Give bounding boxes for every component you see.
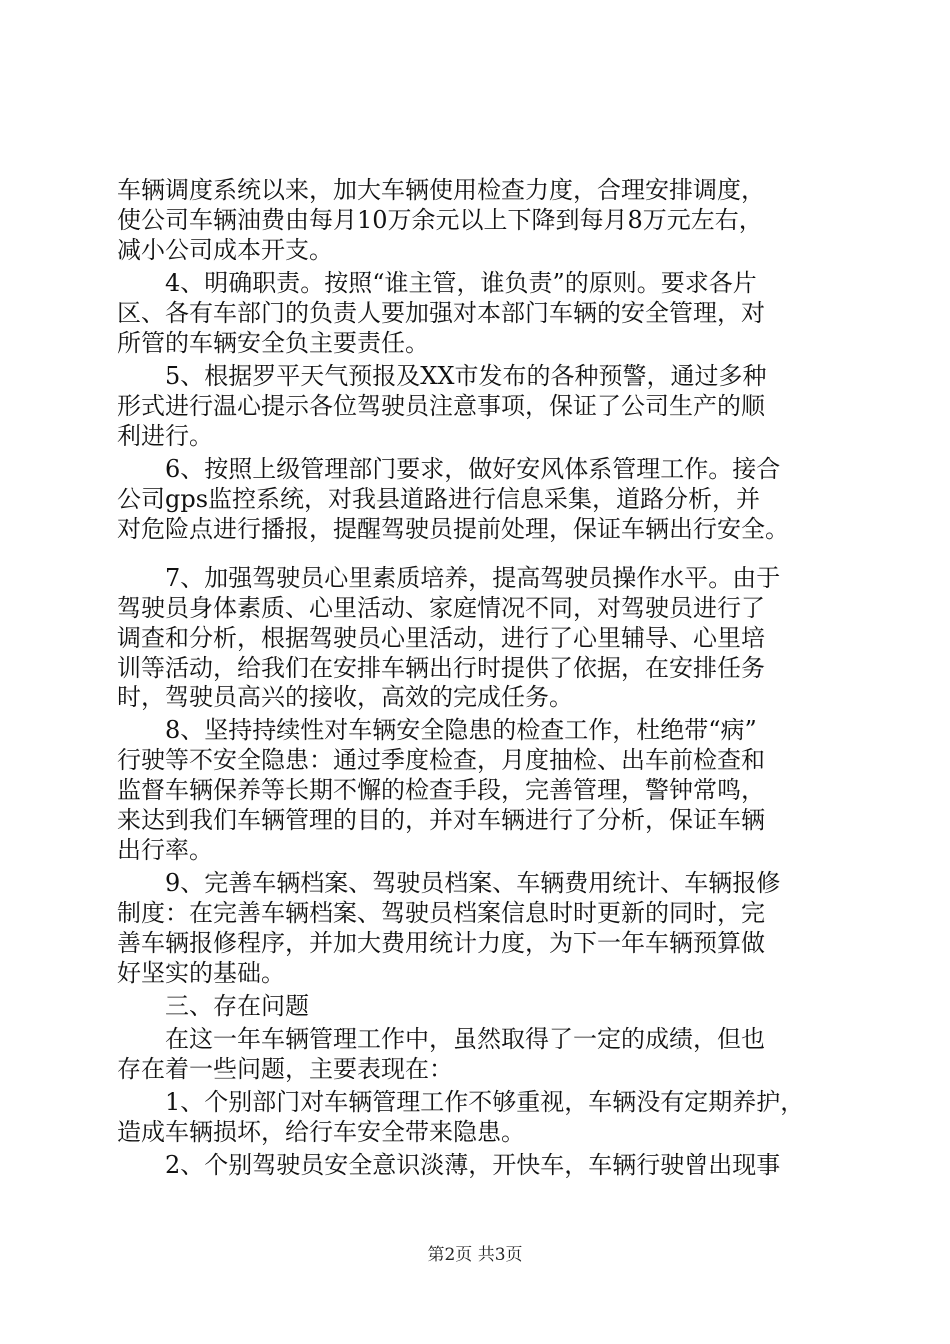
body-text-line: 存在着一些问题，主要表现在： xyxy=(117,1055,453,1083)
body-text-line: 1、个别部门对车辆管理工作不够重视，车辆没有定期养护， xyxy=(117,1088,805,1116)
body-text-line: 区、各有车部门的负责人要加强对本部门车辆的安全管理，对 xyxy=(117,299,765,327)
body-text-line: 造成车辆损坏，给行车安全带来隐患。 xyxy=(117,1118,525,1146)
body-text-line: 使公司车辆油费由每月10万余元以上下降到每月8万元左右， xyxy=(117,206,763,234)
body-text-line: 6、按照上级管理部门要求，做好安风体系管理工作。接合 xyxy=(117,455,781,483)
body-text-line: 对危险点进行播报，提醒驾驶员提前处理，保证车辆出行安全。 xyxy=(117,515,789,543)
body-text-line: 训等活动，给我们在安排车辆出行时提供了依据，在安排任务 xyxy=(117,654,765,682)
body-text-line: 时，驾驶员高兴的接收，高效的完成任务。 xyxy=(117,683,573,711)
body-text-line: 驾驶员身体素质、心里活动、家庭情况不同，对驾驶员进行了 xyxy=(117,594,765,622)
body-text-line: 公司gps监控系统，对我县道路进行信息采集，道路分析，并 xyxy=(117,485,761,513)
body-text-line: 调查和分析，根据驾驶员心里活动，进行了心里辅导、心里培 xyxy=(117,624,765,652)
body-text-line: 7、加强驾驶员心里素质培养，提高驾驶员操作水平。由于 xyxy=(117,564,781,592)
body-text-line: 利进行。 xyxy=(117,422,213,450)
body-text-line: 4、明确职责。按照“谁主管，谁负责”的原则。要求各片 xyxy=(117,269,757,297)
body-text-line: 在这一年车辆管理工作中，虽然取得了一定的成绩，但也 xyxy=(117,1025,765,1053)
body-text-line: 5、根据罗平天气预报及XX市发布的各种预警，通过多种 xyxy=(117,362,767,390)
body-text-line: 善车辆报修程序，并加大费用统计力度，为下一年车辆预算做 xyxy=(117,929,765,957)
section-heading: 三、存在问题 xyxy=(117,992,309,1020)
body-text-line: 行驶等不安全隐患：通过季度检查，月度抽检、出车前检查和 xyxy=(117,746,765,774)
body-text-line: 减小公司成本开支。 xyxy=(117,236,333,264)
body-text-line: 监督车辆保养等长期不懈的检查手段，完善管理，警钟常鸣， xyxy=(117,776,765,804)
body-text-line: 出行率。 xyxy=(117,836,213,864)
body-text-line: 制度：在完善车辆档案、驾驶员档案信息时时更新的同时，完 xyxy=(117,899,765,927)
body-text-line: 好坚实的基础。 xyxy=(117,959,285,987)
body-text-line: 8、坚持持续性对车辆安全隐患的检查工作，杜绝带“病” xyxy=(117,716,757,744)
body-text-line: 车辆调度系统以来，加大车辆使用检查力度，合理安排调度， xyxy=(117,176,765,204)
body-text-line: 9、完善车辆档案、驾驶员档案、车辆费用统计、车辆报修 xyxy=(117,869,781,897)
page-indicator: 第2页 共3页 xyxy=(427,1245,523,1265)
body-text-line: 形式进行温心提示各位驾驶员注意事项，保证了公司生产的顺 xyxy=(117,392,765,420)
body-text-line: 来达到我们车辆管理的目的，并对车辆进行了分析，保证车辆 xyxy=(117,806,765,834)
body-text-line: 2、个别驾驶员安全意识淡薄，开快车，车辆行驶曾出现事 xyxy=(117,1151,781,1179)
body-text-line: 所管的车辆安全负主要责任。 xyxy=(117,329,429,357)
